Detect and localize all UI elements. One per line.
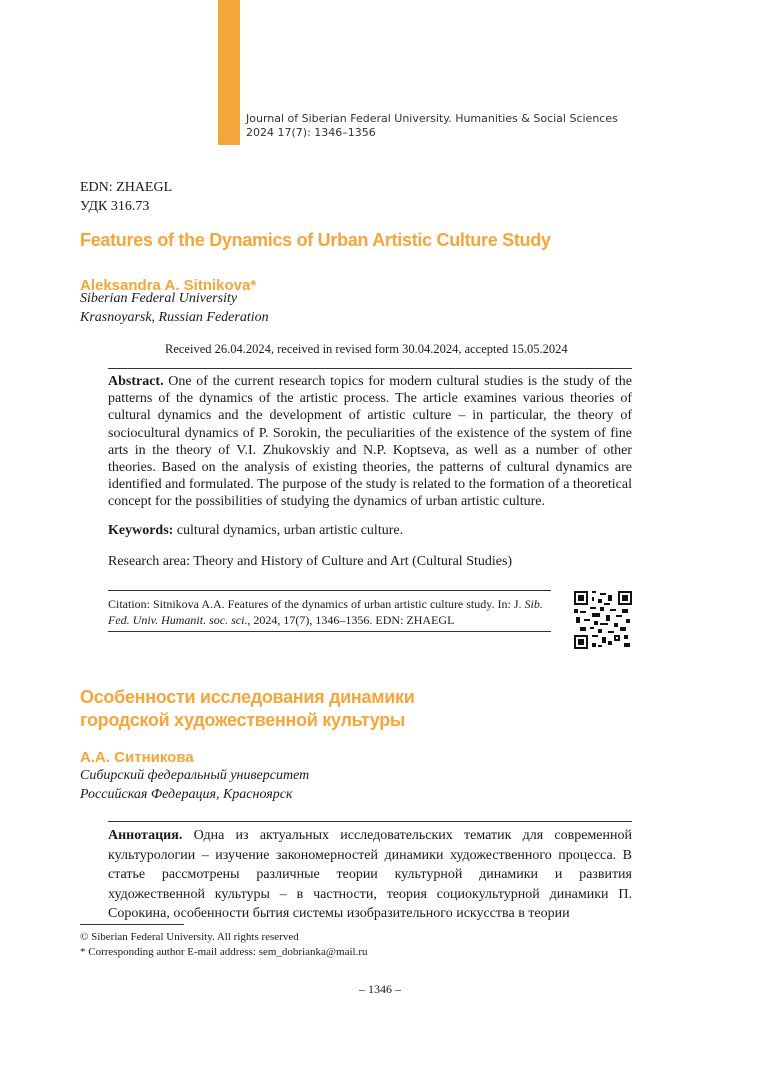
divider — [108, 368, 632, 369]
copyright-note: © Siberian Federal University. All rights reserved — [80, 931, 299, 943]
research-area: Research area: Theory and History of Culture and Art (Cultural Studies) — [108, 554, 513, 569]
keywords — [108, 523, 403, 539]
divider — [108, 821, 632, 822]
author-ru: А.А. Ситникова — [80, 749, 194, 766]
citation-prefix: Citation: Sitnikova A.A. Features of the dynamics of urban artistic culture study. In: J. — [108, 597, 525, 611]
page-number: – 1346 – — [359, 982, 401, 996]
citation-suffix: ., 2024, 17(7), 1346–1356. EDN: ZHAEGL — [244, 613, 455, 627]
journal-header — [246, 112, 618, 140]
divider — [108, 590, 551, 591]
journal-issue: 2024 17(7): 1346–1356 — [246, 126, 376, 139]
abstract-label: Abstract. — [108, 374, 164, 389]
keywords-text: cultural dynamics, urban artistic culture. — [173, 523, 404, 538]
edn-code: EDN: ZHAEGL — [80, 180, 173, 195]
title-ru-line1: Особенности исследования динамики — [80, 687, 415, 707]
citation — [108, 596, 548, 628]
citation-journal: Sib. Fed. Univ. Humanit. soc. sci — [108, 597, 543, 627]
abstract-ru-label: Аннотация. — [108, 828, 183, 843]
author-en: Aleksandra A. Sitnikova* — [80, 277, 257, 294]
udk-code: УДК 316.73 — [80, 199, 150, 214]
article-title-en: Features of the Dynamics of Urban Artistic Culture Study — [80, 230, 551, 250]
affiliation-ru-location: Российская Федерация, Красноярск — [80, 787, 293, 802]
corresponding-author-note: * Corresponding author E-mail address: sem_dobrianka@mail.ru — [80, 946, 368, 958]
footnote-divider — [80, 924, 184, 925]
abstract-en — [108, 373, 632, 511]
article-title-ru — [80, 686, 414, 732]
affiliation-location: Krasnoyarsk, Russian Federation — [80, 310, 269, 325]
affiliation-ru — [80, 766, 309, 804]
journal-name: Journal of Siberian Federal University. Humanities & Social Sciences — [246, 112, 618, 125]
divider — [108, 631, 551, 632]
abstract-text: One of the current research topics for modern cultural studies is the study of the patterns of the dynamics of the artistic process. The article examines various theories of cultural dynamics and the development of artistic culture – in particular, the theory of sociocultural dynamics of P. Sorokin, the peculiarities of the existence of the system of fine arts in the theory of V.I. Zhukovskiy and N.P. Koptseva, as well as a number of other theories. Based on the analysis of existing theories, the patterns of cultural dynamics are identified and formulated. The purpose of the study is related to the formation of a theoretical concept for the possibilities of studying the dynamics of urban artistic culture. — [108, 374, 632, 510]
abstract-ru — [108, 826, 632, 924]
qr-code-icon[interactable] — [574, 591, 632, 649]
journal-accent-bar — [218, 0, 240, 145]
affiliation-ru-university: Сибирский федеральный университет — [80, 768, 310, 783]
title-ru-line2: городской художественной культуры — [80, 710, 405, 730]
identifiers — [80, 178, 172, 216]
footnotes — [80, 930, 368, 960]
abstract-ru-text: Одна из актуальных исследовательских тематик для современной культурологии – изучение закономерностей динамики художественного процесса. В статье рассмотрены различные теории культурной динамики и развития художественной культуры – в частности, теория социокультурной динамики П. Сорокина, особенности бытия системы изобразительного искусства в теории — [108, 828, 632, 921]
affiliation-university: Siberian Federal University — [80, 291, 238, 306]
received-dates: Received 26.04.2024, received in revised form 30.04.2024, accepted 15.05.2024 — [165, 342, 568, 356]
affiliation-en — [80, 289, 269, 327]
keywords-label: Keywords: — [108, 523, 174, 538]
